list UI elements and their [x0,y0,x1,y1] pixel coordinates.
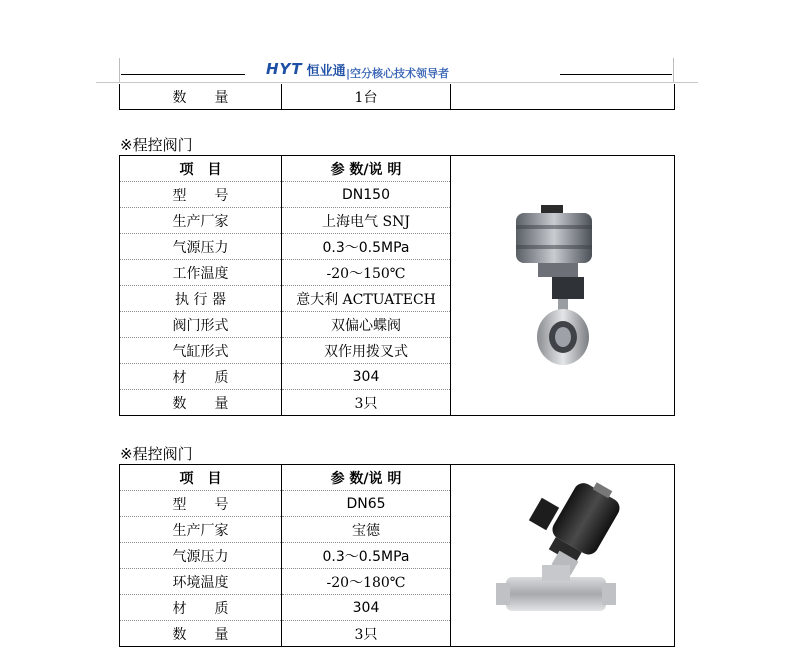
row-label: 生产厂家 [120,517,282,543]
row-label: 气源压力 [120,234,282,260]
row-value: 宝德 [282,517,451,543]
row-label: 数 量 [120,621,282,647]
quantity-label: 数 量 [120,84,282,110]
row-value: 3只 [282,621,451,647]
row-value: 304 [282,595,451,621]
row-value: 0.3～0.5MPa [282,543,451,569]
quantity-value: 1台 [282,84,451,110]
logo-mark: HYT [266,60,303,78]
row-label: 材 质 [120,364,282,390]
crop-mark-right [673,58,674,82]
row-label: 材 质 [120,595,282,621]
butterfly-valve-image [508,199,618,369]
row-label: 气源压力 [120,543,282,569]
section-title: ※程控阀门 [120,445,193,463]
crop-mark-left [119,58,120,82]
row-value: 3只 [282,390,451,416]
row-value: 上海电气 SNJ [282,208,451,234]
row-value: 0.3～0.5MPa [282,234,451,260]
empty-cell [451,84,675,110]
angle-seat-valve-image [488,479,638,629]
row-label: 型 号 [120,182,282,208]
row-label: 阀门形式 [120,312,282,338]
valve-image-cell [451,156,675,416]
row-value: DN150 [282,182,451,208]
section-title: ※程控阀门 [120,136,193,154]
header-line-left [121,74,245,75]
header-slogan: |空分核心技术领导者 [346,67,450,80]
header-rule [96,82,698,83]
row-label: 型 号 [120,491,282,517]
company-logo [266,58,346,80]
row-value: DN65 [282,491,451,517]
logo-name: 恒业通 [306,63,346,79]
row-value: 意大利 ACTUATECH [282,286,451,312]
row-label: 执 行 器 [120,286,282,312]
col-header-item: 项 目 [120,156,282,182]
spec-table-1 [119,155,675,416]
col-header-item: 项 目 [120,465,282,491]
row-label: 生产厂家 [120,208,282,234]
spec-table-2 [119,464,675,647]
previous-table-tail [119,84,675,110]
col-header-param: 参 数/说 明 [282,156,451,182]
valve-image-cell [451,465,675,647]
row-value: -20～180℃ [282,569,451,595]
row-label: 气缸形式 [120,338,282,364]
row-value: 双偏心蝶阀 [282,312,451,338]
row-value: 304 [282,364,451,390]
row-value: 双作用拨叉式 [282,338,451,364]
row-label: 工作温度 [120,260,282,286]
row-value: -20～150℃ [282,260,451,286]
row-label: 数 量 [120,390,282,416]
header-line-right [560,74,672,75]
row-label: 环境温度 [120,569,282,595]
col-header-param: 参 数/说 明 [282,465,451,491]
